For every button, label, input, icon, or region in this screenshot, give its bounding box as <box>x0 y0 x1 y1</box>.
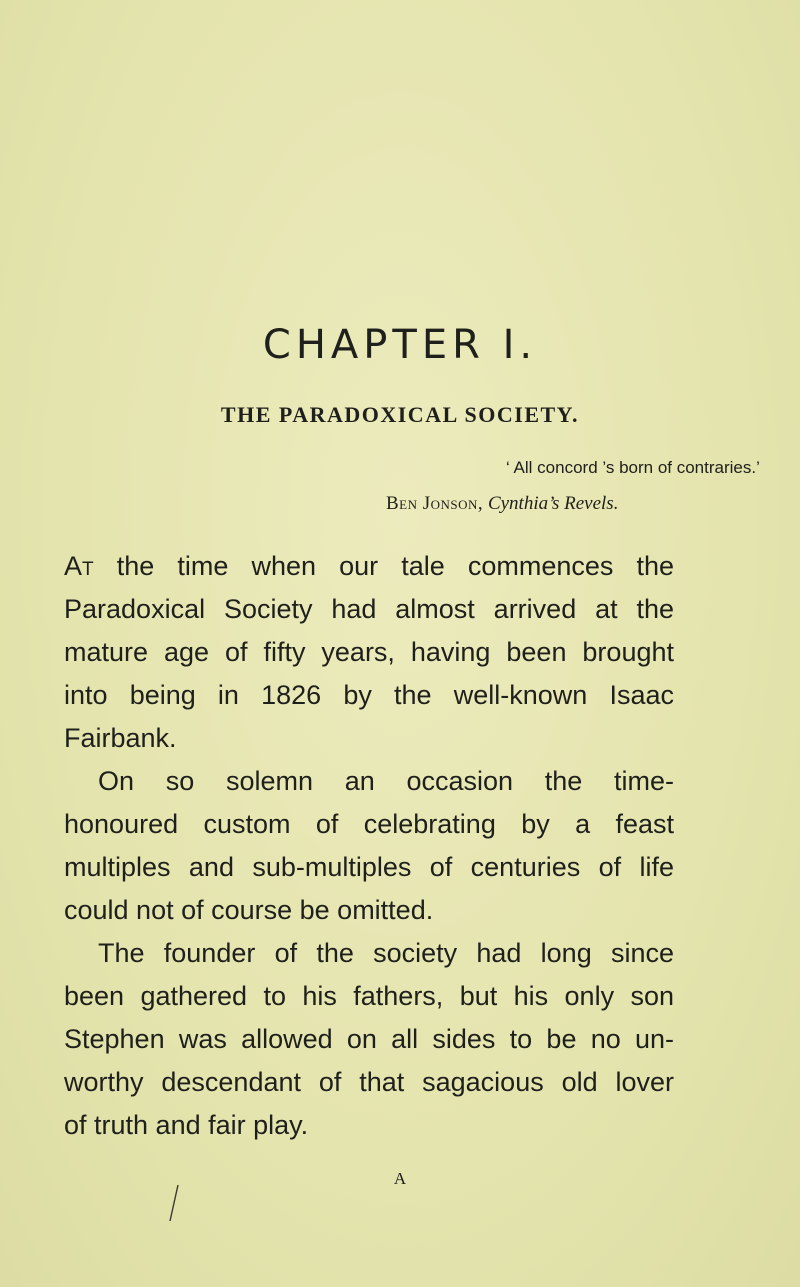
opening-word: At <box>64 551 94 581</box>
body-line: mature age of fifty years, having been brought <box>64 637 674 667</box>
chapter-heading: CHAPTER I. <box>262 322 538 368</box>
signature-mark: A <box>393 1169 407 1188</box>
body-line: multiples and sub-multiples of centuries of life <box>64 852 674 882</box>
body-line: honoured custom of celebrating by a feast <box>64 809 674 839</box>
body-line: Paradoxical Society had almost arrived at the <box>64 594 674 624</box>
body-line: worthy descendant of that sagacious old lover <box>64 1067 674 1097</box>
body-line-text: the time when our tale commences the <box>93 551 674 581</box>
body-line: Stephen was allowed on all sides to be no un- <box>64 1024 674 1054</box>
body-line <box>64 545 674 588</box>
body-line: could not of course be omitted. <box>64 895 434 925</box>
epigraph-work: Cynthia’s Revels. <box>487 493 619 514</box>
epigraph-author: Ben Jonson, <box>386 493 484 514</box>
chapter-title: THE PARADOXICAL SOCIETY. <box>220 402 580 427</box>
pen-stroke-mark <box>168 1183 180 1223</box>
body-line: of truth and fair play. <box>64 1110 309 1140</box>
body-line: The founder of the society had long since <box>98 938 674 968</box>
body-line: On so solemn an occasion the time- <box>98 766 674 796</box>
body-line: Fairbank. <box>64 723 177 753</box>
epigraph-quote: ‘ All concord ’s born of contraries.’ <box>506 458 760 477</box>
body-line: been gathered to his fathers, but his only son <box>64 981 674 1011</box>
body-text <box>64 545 674 1147</box>
epigraph-attribution <box>386 493 618 515</box>
body-line: into being in 1826 by the well-known Isaac <box>64 680 674 710</box>
